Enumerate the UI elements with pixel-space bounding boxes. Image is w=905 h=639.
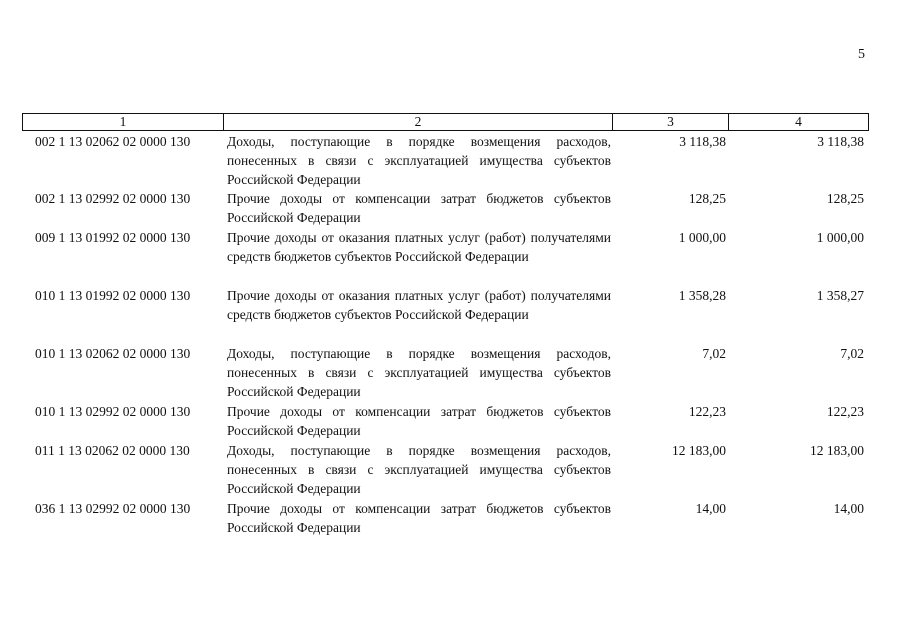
value-col-4: 128,25: [826, 191, 864, 206]
value-col-4: 1 358,27: [816, 288, 864, 303]
table-row: [0, 441, 905, 499]
revenue-description: Прочие доходы от оказания платных услуг (работ) получателями средств бюджетов субъектов Российской Федерации: [227, 288, 611, 322]
table-row: [0, 344, 905, 402]
value-col-4: 12 183,00: [810, 443, 864, 458]
page-number: 5: [858, 47, 865, 62]
table-row: [0, 132, 905, 189]
budget-code: 002 1 13 02062 02 0000 130: [35, 134, 191, 149]
value-col-3: 1 000,00: [678, 230, 726, 245]
value-col-3: 128,25: [688, 191, 726, 206]
header-col-1: 1: [23, 114, 224, 131]
table-row: [0, 228, 905, 286]
revenue-description: Прочие доходы от компенсации затрат бюджетов субъектов Российской Федерации: [227, 501, 611, 535]
header-row: [23, 114, 869, 131]
budget-code: 009 1 13 01992 02 0000 130: [35, 230, 191, 245]
header-col-2: 2: [224, 114, 613, 131]
table-row: [0, 286, 905, 344]
value-col-3: 122,23: [688, 404, 726, 419]
value-col-3: 12 183,00: [672, 443, 726, 458]
table-row: [0, 499, 905, 538]
revenue-description: Прочие доходы от компенсации затрат бюджетов субъектов Российской Федерации: [227, 404, 611, 438]
table-row: [0, 189, 905, 228]
value-col-4: 122,23: [826, 404, 864, 419]
value-col-3: 14,00: [695, 501, 726, 516]
header-col-3: 3: [613, 114, 729, 131]
revenue-description: Доходы, поступающие в порядке возмещения расходов, понесенных в связи с эксплуатацией имущества субъектов Российской Федерации: [227, 443, 611, 496]
revenue-description: Прочие доходы от оказания платных услуг (работ) получателями средств бюджетов субъектов Российской Федерации: [227, 230, 611, 264]
column-number-header: [22, 113, 869, 131]
value-col-3: 3 118,38: [679, 134, 726, 149]
budget-code: 036 1 13 02992 02 0000 130: [35, 501, 191, 516]
value-col-3: 1 358,28: [678, 288, 726, 303]
revenue-description: Доходы, поступающие в порядке возмещения расходов, понесенных в связи с эксплуатацией имущества субъектов Российской Федерации: [227, 346, 611, 399]
value-col-4: 3 118,38: [817, 134, 864, 149]
value-col-3: 7,02: [702, 346, 726, 361]
budget-code: 010 1 13 02062 02 0000 130: [35, 346, 191, 361]
value-col-4: 7,02: [840, 346, 864, 361]
budget-code: 002 1 13 02992 02 0000 130: [35, 191, 191, 206]
revenue-description: Доходы, поступающие в порядке возмещения расходов, понесенных в связи с эксплуатацией имущества субъектов Российской Федерации: [227, 134, 611, 187]
value-col-4: 14,00: [833, 501, 864, 516]
table-row: [0, 402, 905, 441]
budget-code: 010 1 13 01992 02 0000 130: [35, 288, 191, 303]
budget-code: 010 1 13 02992 02 0000 130: [35, 404, 191, 419]
value-col-4: 1 000,00: [816, 230, 864, 245]
revenue-description: Прочие доходы от компенсации затрат бюджетов субъектов Российской Федерации: [227, 191, 611, 225]
header-col-4: 4: [729, 114, 869, 131]
revenue-rows: [0, 132, 905, 538]
budget-code: 011 1 13 02062 02 0000 130: [35, 443, 190, 458]
